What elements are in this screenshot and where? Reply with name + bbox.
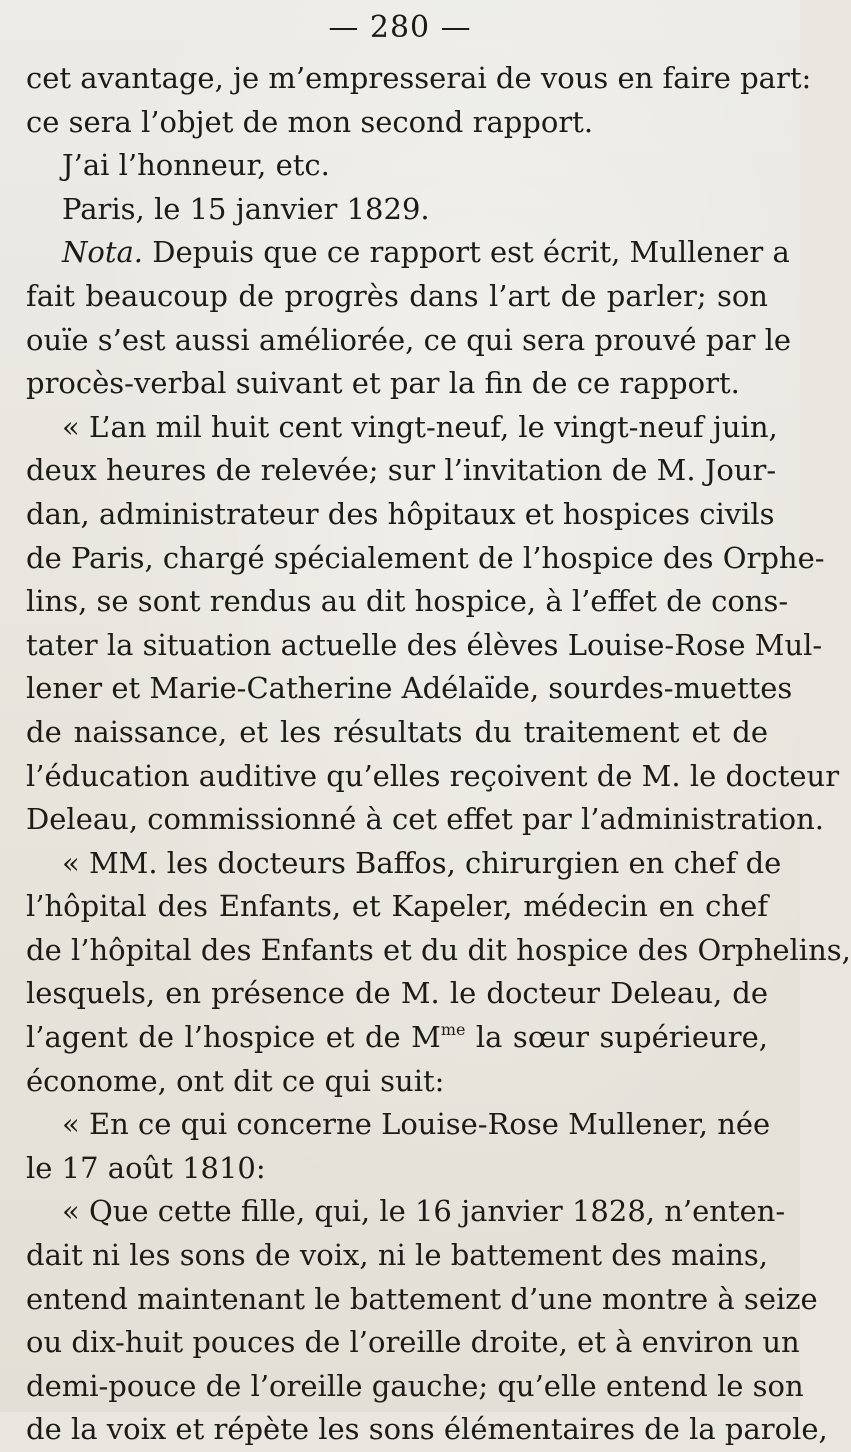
text-line: Deleau, commissionné à cet effet par l’administration. (26, 802, 825, 837)
text-line: l’hôpital des Enfants, et Kapeler, médecin en chef (26, 889, 768, 924)
page-number: — 280 — (328, 10, 472, 45)
text-line: entend maintenant le battement d’une montre à seize (26, 1281, 818, 1316)
text-line: lesquels, en présence de M. le docteur Deleau, de (26, 976, 768, 1011)
text-line: de la voix et répète les sons élémentaires de la parole, (26, 1412, 828, 1447)
text-line: deux heures de relevée; sur l’invitation de M. Jour- (26, 453, 777, 488)
text-line: de l’hôpital des Enfants et du dit hospice des Orphelins, (26, 932, 851, 967)
text-line: ou dix-huit pouces de l’oreille droite, et à environ un (26, 1325, 800, 1360)
text-line: « En ce qui concerne Louise-Rose Mullener, née (62, 1107, 771, 1142)
text-line: dan, administrateur des hôpitaux et hospices civils (26, 496, 775, 531)
mme-line (26, 1016, 768, 1060)
text-line: J’ai l’honneur, etc. (62, 148, 330, 183)
text-line: dait ni les sons de voix, ni le battement des mains, (26, 1238, 768, 1273)
text-fragment: l’agent de l’hospice et de M (26, 1020, 441, 1055)
text-line: lener et Marie-Catherine Adélaïde, sourdes-muettes (26, 671, 793, 706)
superscript: me (440, 1020, 466, 1040)
text-line: ouïe s’est aussi améliorée, ce qui sera prouvé par le (26, 322, 792, 357)
text-line: lins, se sont rendus au dit hospice, à l’effet de cons- (26, 584, 789, 619)
text-line: l’éducation auditive qu’elles reçoivent de M. le docteur (26, 758, 840, 793)
text-line: de Paris, chargé spécialement de l’hospice des Orphe- (26, 540, 825, 575)
text-line: le 17 août 1810: (26, 1150, 266, 1185)
text-line: économe, ont dit ce qui suit: (26, 1063, 445, 1098)
nota-line (26, 231, 790, 275)
text-line: tater la situation actuelle des élèves Louise-Rose Mul- (26, 627, 823, 662)
text-fragment: Depuis que ce rapport est écrit, Mullener a (143, 235, 790, 270)
text-line: cet avantage, je m’empresserai de vous en faire part: (26, 61, 812, 95)
text-line: ce sera l’objet de mon second rapport. (26, 104, 594, 139)
text-fragment: la sœur supérieure, (465, 1020, 768, 1055)
text-line: « MM. les docteurs Baffos, chirurgien en chef de (62, 845, 782, 880)
text-line: procès-verbal suivant et par la fin de ce rapport. (26, 366, 740, 401)
text-line: fait beaucoup de progrès dans l’art de parler; son (26, 278, 768, 313)
text-line: demi-pouce de l’oreille gauche; qu’elle entend le son (26, 1368, 804, 1403)
text-line: « Que cette fille, qui, le 16 janvier 1828, n’enten- (62, 1194, 786, 1229)
text-line: « L’an mil huit cent vingt-neuf, le vingt-neuf juin, (62, 409, 778, 444)
page-body (26, 57, 851, 1452)
text-line: Paris, le 15 janvier 1829. (62, 191, 430, 226)
text-line: de naissance, et les résultats du traitement et de (26, 714, 768, 749)
nota-label: Nota. (62, 235, 143, 270)
